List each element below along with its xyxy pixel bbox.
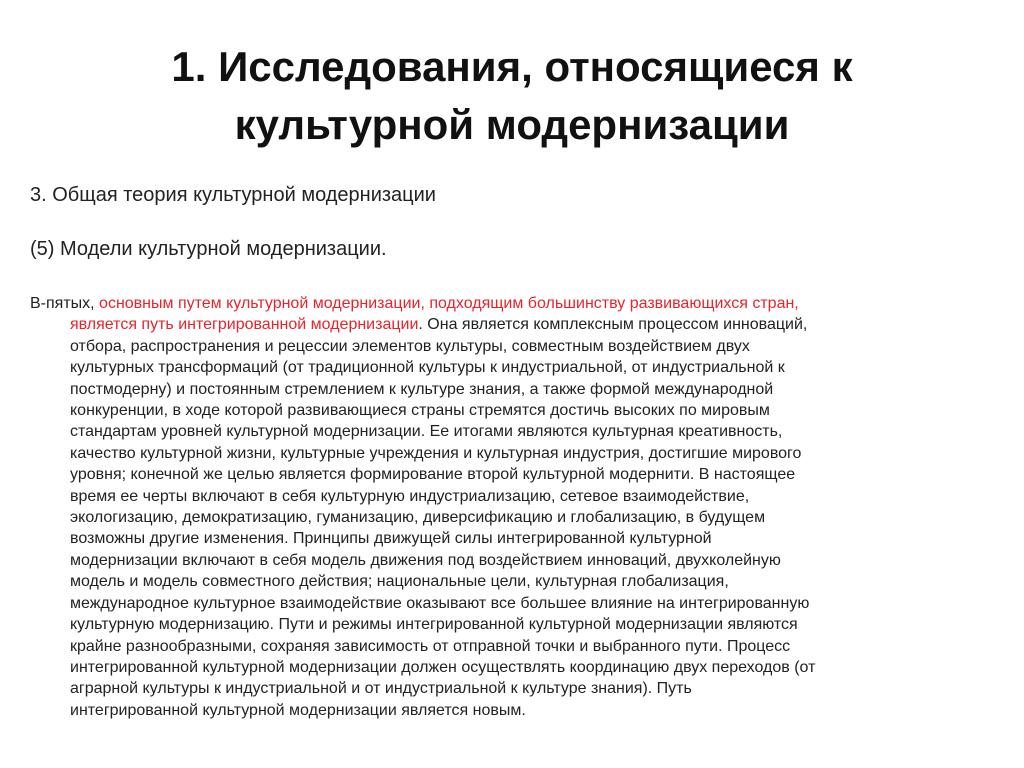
body-line: культурных трансформаций (от традиционной культуры к индустриальной, от индустриальной к [70,359,785,377]
body-line: постмодерну) и постоянным стремлением к культуре знания, а также формой международной [70,380,774,398]
body-line: аграрной культуры к индустриальной и от индустриальной к культуре знания). Путь [70,680,692,698]
body-after-highlight: . Она является комплексным процессом инноваций, [418,316,808,334]
body-line: крайне разнообразными, сохраняя зависимость от отправной точки и выбранного пути. Процесс [70,637,791,655]
body-line: конкуренции, в ходе которой развивающиеся страны стремятся достичь высоких по мировым [70,402,770,420]
model-subheading: (5) Модели культурной модернизации. [30,238,387,260]
body-line: время ее черты включают в себя культурную индустриализацию, сетевое взаимодействие, [70,487,750,505]
body-line: возможны другие изменения. Принципы движущей силы интегрированной культурной [70,530,712,548]
body-line: стандартам уровней культурной модернизации. Ее итогами являются культурная креативность, [70,423,783,441]
title-line-1: 1. Исследования, относящиеся к [171,43,853,90]
body-line: модернизации включают в себя модель движения под воздействием инноваций, двухколейную [70,551,781,569]
section-subheading: 3. Общая теория культурной модернизации [30,184,436,206]
body-lead: В-пятых, [30,295,100,312]
body-line: экологизацию, демократизацию, гуманизацию, диверсификацию и глобализацию, в будущем [70,509,766,527]
body-line: отбора, распространения и рецессии элементов культуры, совместным воздействием двух [70,337,750,355]
body-line: международное культурное взаимодействие оказывают все большее влияние на интегрированную [70,594,810,612]
title-line-2: культурной модернизации [234,101,790,148]
body-line: уровня; конечной же целью является формирование второй культурной модернити. В настоящее [70,466,796,484]
body-line: модель и модель совместного действия; национальные цели, культурная глобализация, [70,573,729,591]
body-line: интегрированной культурной модернизации является новым. [70,701,526,719]
body-line-first [30,293,996,314]
body-line: интегрированной культурной модернизации должен осуществлять координацию двух переходов (от [70,658,816,676]
highlight-text-1: основным путем культурной модернизации, подходящим большинству развивающихся стран, [99,295,799,312]
body-line: культурную модернизацию. Пути и режимы интегрированной культурной модернизации являются [70,616,798,634]
slide-title [40,38,984,154]
body-line-second [30,314,996,335]
body-paragraph [30,293,996,721]
highlight-text-2: является путь интегрированной модернизации [70,316,419,334]
body-line: качество культурной жизни, культурные учреждения и культурная индустрия, достигшие мирового [70,444,802,462]
